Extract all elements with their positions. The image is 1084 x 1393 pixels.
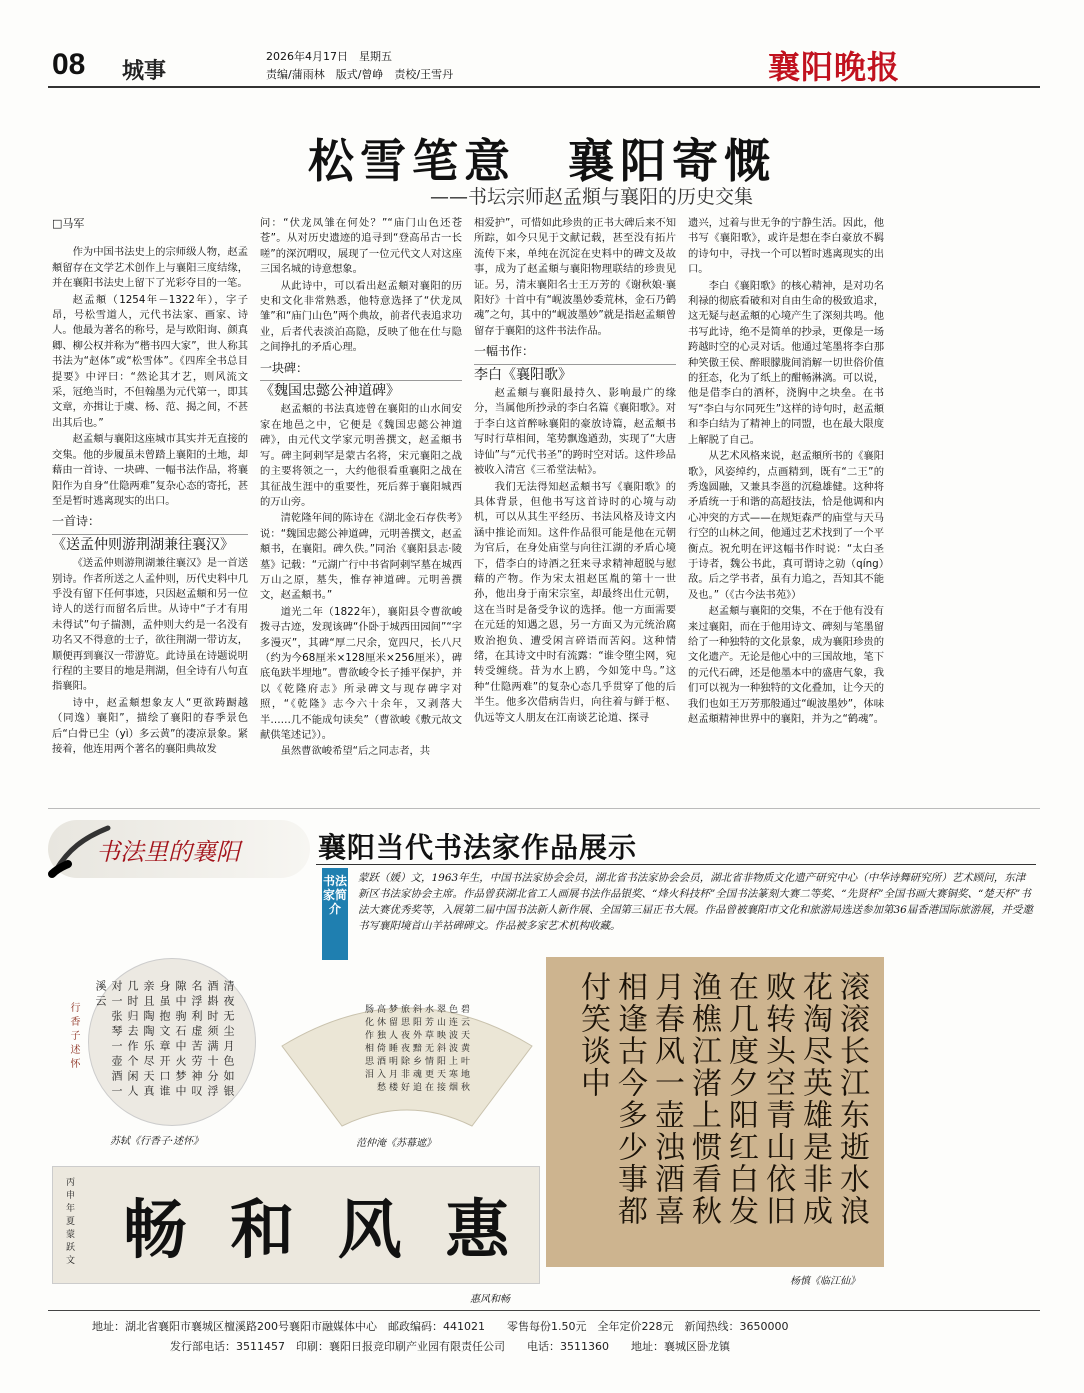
section-heading: 《魏国忠懿公神道碑》 [260,383,400,400]
article-column-3 [474,216,676,800]
paragraph: 问：“伏龙凤雏在何处？”“庙门山色还苍苍”。从对历史遗迹的追寻到“登高吊古一长嗟”的深沉喟叹，展现了一位元代文人对这座三国名城的诗意想象。 [260,217,462,276]
plaque-char: 畅 [122,1193,187,1268]
intro-label: 书法家简介 [322,868,348,960]
paragraph: 遗兴，过着与世无争的宁静生活。因此，他书写《襄阳歌》，或许是想在李白豪放不羁的诗句中，寻找一个可以暂时逃离现实的出口。 [688,217,884,276]
footer-line-2: 发行部电话：3511457 印刷：襄阳日报竞印刷产业园有限责任公司 电话：3511360 地址：襄城区卧龙镇 [170,1340,730,1353]
section-lead: 一块碑： [260,360,309,375]
paragraph: 从此诗中，可以看出赵孟頫对襄阳的历史和文化非常熟悉，他特意选择了“伏龙凤雏”和“庙门山色”两个典故，前者代表追求功业，后者代表淡泊高隐，反映了他在仕与隐之间挣扎的矛盾心理。 [260,279,462,354]
paragraph: 赵孟頫与襄阳最持久、影响最广的缘分，当属他所抄录的李白名篇《襄阳歌》。对于李白这首醉咏襄阳的豪放诗篇，赵孟頫书写时行草相间，笔势飘逸遒劲，实现了“大唐诗仙”与“元代书圣”的跨时空对话。这件珍品被收入清宫《三希堂法帖》。 [474,387,676,477]
work-text: 清夜无尘月色如银酒斟时须满十分浮名浮利虚苦劳神叹隙中驹石中火梦中身虽抱文章开口谁亲且陶陶乐尽天真几时归去作个闲人对一张琴一壶酒一溪云 [94,980,235,1100]
paragraph: 《送孟仲则游荆湖兼往襄汉》是一首送别诗。作者所送之人孟仲则，历代史料中几乎没有留下任何事迹，只因赵孟頫和另一位诗人的送行而留名后世。从诗中“子才有用未得试”句子揣测，孟仲则大约是一名没有功名又不得意的士子，欲往荆湖一带访友，顺便再到襄汉一带游览。此诗虽在诗题说明行程的主要目的地是荆湖，但全诗有八句直指襄阳。 [52,557,248,693]
paragraph: 相爱护”，可惜如此珍贵的正书大碑后来不知所踪，如今只见于文献记载，甚至没有拓片流传下来，单纯在沉淀在史料中的碑文及故事，成为了赵孟頫与襄阳物理联结的珍贵见证。另，清末襄阳名士王万芳的《谢秋娘·襄阳好》十首中有“岘波墨妙委荒林，金石乃鹤魂”之句，其中的“岘波墨妙”就是指赵孟頫曾留存于襄阳的这件书法作品。 [474,217,676,337]
plaque-char: 风 [337,1193,402,1268]
article-subtitle: ——书坛宗师赵孟頫与襄阳的历史交集 [430,186,754,208]
section-divider [474,364,676,365]
column-banner-text: 书法里的襄阳 [96,838,240,866]
section-name: 城事 [122,59,167,84]
paragraph: 诗中，赵孟頫想象友人“更欲踌蹰越（同逸）襄阳”，描绘了襄阳的春季景色后“白骨已尘（yì）多云黄”的凄凉景象。紧接着，他连用两个著名的襄阳典故发 [52,696,248,755]
article-column-4 [688,216,884,800]
calligraphy-work-round [60,958,268,1128]
paragraph: 赵孟頫与襄阳这座城市其实并无直接的交集。他的步履虽未曾踏上襄阳的土地，却藉由一首诗、一块碑、一幅书法作品，将襄阳作为自身“仕隐两难”复杂心态的寄托，甚至是暂时逃离现实的出口。 [52,433,249,507]
article-column-2 [260,216,462,800]
work-inscription: 行香子述怀 [68,1002,79,1072]
plaque-characters [101,1175,531,1275]
paragraph: 清乾隆年间的陈诗在《湖北金石存佚考》说：“魏国忠懿公神道碑，元明善撰文，赵孟頫书，在襄阳。碑久佚。”同治《襄阳县志·陵墓》记载：“元湖广行中书省阿剌罕墓在城西万山之原，墓失，惟存神道碑。元明善撰文，赵孟頫书。” [260,512,462,602]
section-heading: 李白《襄阳歌》 [474,366,572,383]
work-caption: 苏轼《行香子·述怀》 [110,1136,204,1147]
section-divider [48,808,1040,809]
paragraph: 道光二年（1822年），襄阳县令曹欲峻拨寻古迹，发现该碑“仆卧于城西田园间”“字多漫灭”，其碑“厚二尺余，宽四尺，长八尺（约为今68厘米×128厘米×256厘米），碑底龟趺半埋地”。曹欲峻令长子捶平保护，并以《乾隆府志》所录碑文与现存碑字对照，“《乾隆》志今六十余年，又剥落大半……几不能成句读矣”（曹欲峻《敷元故文献供笔述记》）。 [260,605,462,741]
paragraph: 赵孟頫的书法真迹曾在襄阳的山水间安家在地邑之中，它便是《魏国忠懿公神道碑》，由元代文学家元明善撰文，赵孟頫书写。碑主阿剌罕是蒙古名将，宋元襄阳之战的主要将领之一，大约他很看重襄阳之战在其征战生涯中的重要性，死后葬于襄阳城西的万山旁。 [260,403,462,508]
article-column-1 [52,216,248,800]
showcase-title: 襄阳当代书法家作品展示 [318,831,638,864]
paragraph: 从艺术风格来说，赵孟頫所书的《襄阳歌》，风姿绰约，点画精到，既有“二王”的秀逸圆融，又兼具李邕的沉稳雄健。这种将矛盾统一于和谐的高超技法，恰是他调和内心冲突的方式——在规矩森严的庙堂与天马行空的山林之间，他通过艺术找到了一个平衡点。祝允明在评这幅书作时说：“太白圣于诗者，魏公书此，真可谓诗之勍（qíng）敌。后之学书者，虽有力追之，吾知其不能及也。”（《古今法书苑》） [688,450,884,601]
work-caption: 杨慎《临江仙》 [790,1276,860,1287]
section-lead: 一首诗： [52,514,101,529]
section-heading: 《送孟仲则游荆湖兼往襄汉》 [52,536,234,553]
calligraphy-work-scroll [546,957,884,1267]
section-divider [52,534,248,535]
calligraphy-work-plaque [52,1166,540,1284]
article-title: 松雪笔意 襄阳寄慨 [308,134,776,188]
work-text: 滚滚长江东逝水浪花淘尽英雄是非成败转头空青山依旧在几度夕阳红白发渔樵江渚上惯看秋月春风一壶浊酒喜相逢古今多少事都付笑谈中 [575,971,869,1227]
byline: □马军 [52,217,85,230]
plaque-char: 惠 [445,1193,510,1268]
work-inscription: 丙申年夏蒙跃文 [64,1177,74,1268]
paragraph: 我们无法得知赵孟頫书写《襄阳歌》的具体背景，但他书写这首诗时的心境与动机，可以从其生平经历、书法风格及诗文内涵中推论而知。这件作品很可能是他在元朝为官后，在身处庙堂与向往江湖的矛盾心境下，借李白的诗酒之狂来寻求精神超脱与慰藉的产物。作为宋太祖赵匡胤的第十一世孙，他出身于南宋宗室，却最终出仕元朝，这在当时是备受争议的选择。他一方面需要在元廷的知遇之恩，另一方面又为元统治腐败治抱负、遭受闲言碎语而苦闷。这种情绪，在其诗文中时有流露：“谁令堕尘网，宛转受缠绕。昔为水上鸥，今如笼中鸟。”这种“仕隐两难”的复杂心态几乎贯穿了他的后半生。他多次借病告归，向往着与鲜于枢、仇远等文人朋友在江南谈艺论道、探寻 [474,480,676,724]
header-divider [48,86,1040,88]
paragraph: 虽然曹欲峻希望“后之同志者，共 [280,745,431,758]
plaque-char: 和 [230,1193,295,1268]
section-lead: 一幅书作： [474,344,535,359]
showcase-divider [316,864,1036,865]
newspaper-logo: 襄阳晚报 [768,48,901,86]
calligraphy-work-fan [276,990,538,1130]
work-caption: 惠风和畅 [470,1294,510,1305]
footer-line-1: 地址：湖北省襄阳市襄城区檀溪路200号襄阳市融媒体中心 邮政编码：441021 零售每份1.50元 全年定价228元 新闻热线：3650000 [92,1320,789,1333]
date-line: 2026年4月17日 星期五 [266,50,392,63]
page-number: 08 [52,48,86,81]
paragraph: 李白《襄阳歌》的核心精神，是对功名利禄的彻底看破和对自由生命的极致追求，这无疑与赵孟頫的心境产生了深刻共鸣。他书写此诗，绝不是简单的抄录，更像是一场跨越时空的心灵对话。他通过笔墨将李白那种笑傲王侯、醉眼朦胧间消解一切世俗价值的狂态，化为了纸上的酣畅淋漓。可以说，他是借李白的酒杯，浇胸中之块垒。在书写“李白与尔同死生”这样的诗句时，赵孟頫和李白结为了精神上的同盟，也在最大限度上解脱了自己。 [688,279,885,446]
paragraph: 赵孟頫（1254年－1322年），字子昂，号松雪道人，元代书法家、画家、诗人。他最为著名的称号，是与欧阳询、颜真卿、柳公权并称为“楷书四大家”，世人称其书法为“赵体”或“松雪体”。《四库全书总目提要》中评曰：“然论其才艺，则风流文采，冠绝当时，不但翰墨为元代第一，即其文章，亦揖让于虞、杨、范、揭之间，不甚出其后也。” [52,293,249,429]
editors-line: 责编/蒲雨林 版式/曾峥 责校/王雪丹 [266,68,454,81]
paragraph: 赵孟頫与襄阳的交集，不在于他有没有来过襄阳，而在于他用诗文、碑刻与笔墨留给了一种独特的文化景象，成为襄阳珍贵的文化遗产。无论是他心中的三国故地，笔下的元代石碑，还是他墨本中的盛唐气象，我们可以视为一种独特的文化叠加，让今天的我们也如王万芳那般通过“岘波墨妙”，体味赵孟頫精神世界中的襄阳，并为之“鹤魂”。 [688,605,885,725]
paragraph: 作为中国书法史上的宗师级人物，赵孟頫留存在文学艺术创作上与襄阳三度结缘，并在襄阳书法史上留下了光彩夺目的一笔。 [52,246,248,290]
work-text: 碧云天黄叶地秋色连波波上寒烟翠山映斜阳天接水芳草无情更在斜阳外黯乡魂追旅思夜夜除非好梦留人睡明月楼高休独倚酒入愁肠化作相思泪 [363,1004,469,1095]
artist-intro: 蒙跃（媛）文，1963年生，中国书法家协会会员，湖北省书法家协会会员，湖北省非物质文化遗产研究中心（中华诗舞研究所）艺术顾问，东津新区书法家协会主席。作品曾获湖北省工人画展书法作品银奖、“烽火科技杯”全国书法篆刻大赛二等奖、“先贤杯”全国书画大赛铜奖、“楚天杯”书法大赛优秀奖等，入展第二届中国书法新人新作展、全国第三届正书大展。作品曾被襄阳市文化和旅游局选送参加第36届香港国际旅游展，并受邀书写襄阳境首山羊祜碑碑文。作品被多家艺术机构收藏。 [358,872,1033,932]
section-divider [260,380,462,381]
footer-divider [48,1310,1040,1311]
work-caption: 范仲淹《苏幕遮》 [356,1138,436,1149]
